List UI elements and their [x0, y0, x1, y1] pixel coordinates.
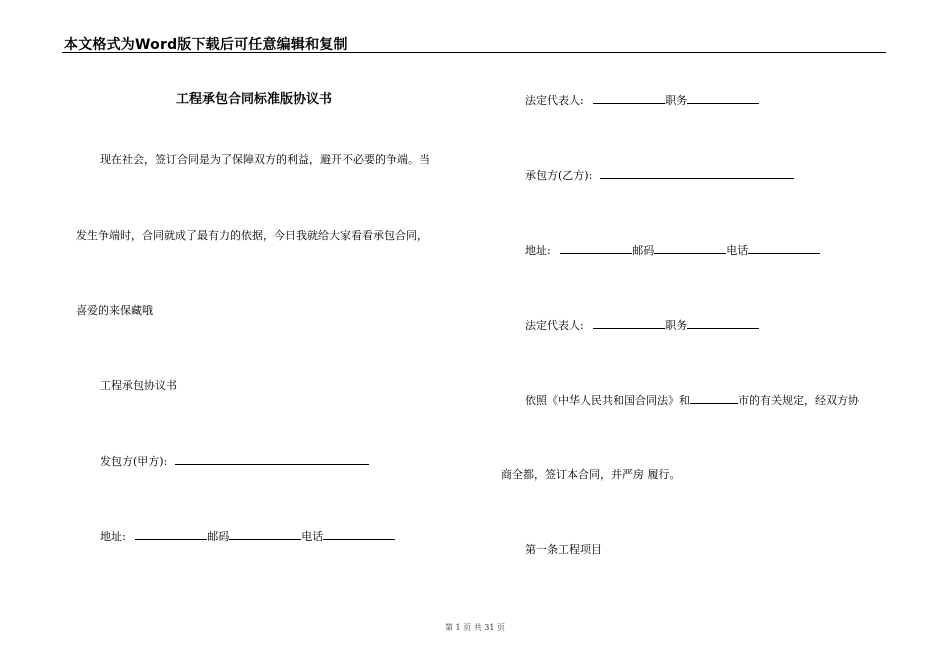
position-blank: [687, 318, 759, 329]
legal-basis-continuation: 商全都，签订本合同，并严房 履行。: [501, 468, 681, 481]
party-b-field: [525, 168, 794, 183]
legal-rep-label: 法定代表人:: [525, 94, 584, 107]
legal-rep-label: 法定代表人:: [525, 319, 584, 332]
article-1-heading: 第一条工程项目: [525, 543, 602, 556]
position-label: 职务: [665, 319, 688, 332]
intro-line-2: 发生争端时，合同就成了最有力的依据，今日我就给大家看看承包合同，: [76, 229, 428, 242]
address-blank: [135, 529, 207, 540]
postcode-blank: [654, 243, 726, 254]
rep-a-field: [525, 93, 759, 108]
intro-line-3: 喜爱的来保藏哦: [76, 304, 153, 317]
rep-b-field: [525, 318, 759, 333]
section-subtitle: 工程承包协议书: [100, 379, 177, 392]
postcode-label: 邮码: [632, 244, 655, 257]
legal-basis-start: 依照《中华人民共和国合同法》和: [525, 394, 690, 407]
party-a-field: [100, 454, 369, 469]
phone-label: 电话: [726, 244, 749, 257]
party-a-address-field: [100, 529, 395, 544]
address-label: 地址:: [100, 530, 126, 543]
city-blank: [690, 393, 738, 404]
legal-basis-end: 市的有关规定，经双方协: [738, 394, 859, 407]
address-blank: [560, 243, 632, 254]
legal-rep-blank: [593, 318, 665, 329]
position-blank: [687, 93, 759, 104]
phone-blank: [323, 529, 395, 540]
phone-label: 电话: [301, 530, 324, 543]
header-rule: [62, 52, 886, 53]
download-banner: 本文格式为Word版下载后可任意编辑和复制: [64, 37, 348, 53]
party-a-blank: [175, 454, 369, 465]
party-a-label: 发包方(甲方):: [100, 455, 168, 468]
party-b-blank: [600, 168, 794, 179]
postcode-label: 邮码: [207, 530, 230, 543]
document-title: 工程承包合同标准版协议书: [176, 92, 333, 107]
position-label: 职务: [665, 94, 688, 107]
page-number: 第 1 页 共 31 页: [445, 623, 505, 632]
legal-basis-line: [525, 393, 859, 408]
phone-blank: [748, 243, 820, 254]
legal-rep-blank: [593, 93, 665, 104]
party-b-address-field: [525, 243, 820, 258]
postcode-blank: [229, 529, 301, 540]
party-b-label: 承包方(乙方):: [525, 169, 593, 182]
address-label: 地址:: [525, 244, 551, 257]
intro-line-1: 现在社会，签订合同是为了保障双方的利益，避开不必要的争端。当: [100, 153, 430, 166]
